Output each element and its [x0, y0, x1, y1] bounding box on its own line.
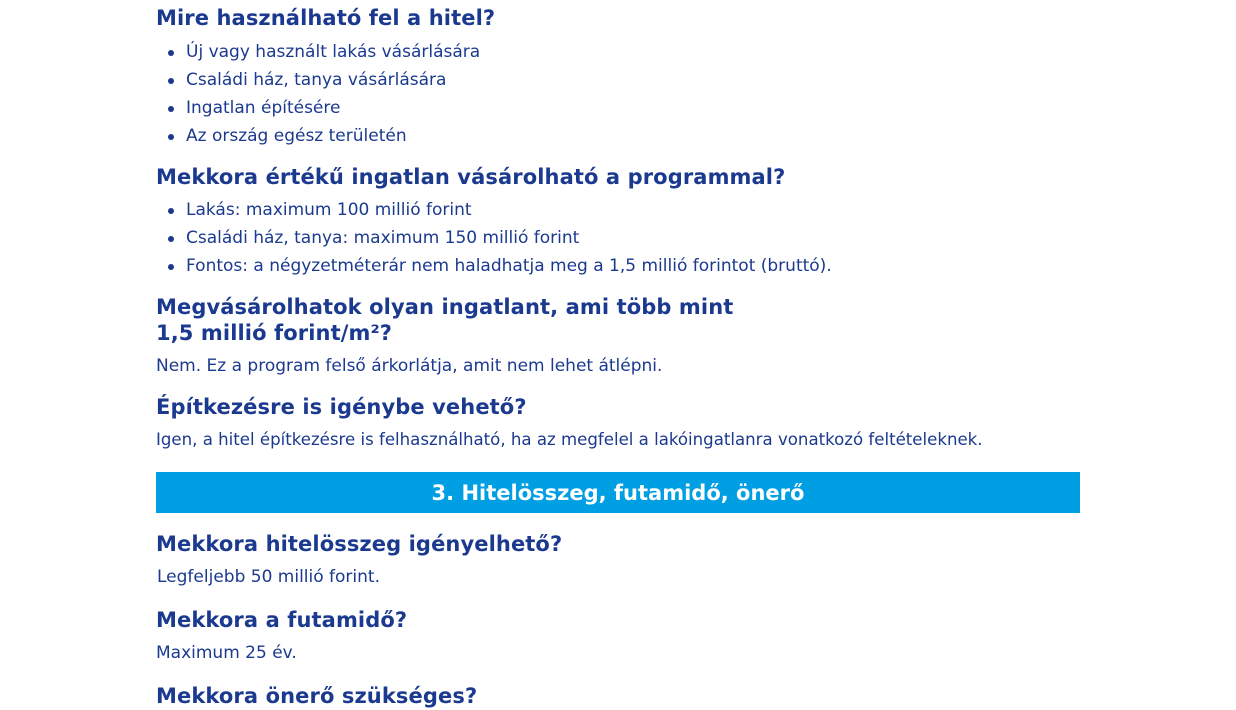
list-item: Fontos: a négyzetméterár nem haladhatja meg a 1,5 millió forintot (bruttó). [156, 252, 1080, 280]
answer-construction: Igen, a hitel építkezésre is felhasználható, ha az megfelel a lakóingatlanra vonatkozó feltételeknek. [156, 430, 983, 449]
question-heading-price-limit [156, 294, 733, 346]
list-item: Új vagy használt lakás vásárlására [156, 38, 480, 66]
question-heading-line: Megvásárolhatok olyan ingatlant, ami több mint [156, 295, 734, 319]
usage-list [156, 38, 480, 150]
answer-term: Maximum 25 év. [156, 643, 297, 663]
question-heading-usage: Mire használható fel a hitel? [156, 6, 496, 30]
list-item: Ingatlan építésére [156, 94, 480, 122]
list-item: Családi ház, tanya vásárlására [156, 66, 480, 94]
question-heading-loan-amount: Mekkora hitelösszeg igényelhető? [156, 532, 563, 556]
question-heading-property-value: Mekkora értékű ingatlan vásárolható a programmal? [156, 165, 786, 189]
question-heading-line: 1,5 millió forint/m²? [156, 321, 393, 345]
property-value-list [156, 196, 1080, 280]
question-heading-down-payment: Mekkora önerő szükséges? [156, 684, 478, 708]
list-item: Lakás: maximum 100 millió forint [156, 196, 1080, 224]
answer-price-limit: Nem. Ez a program felső árkorlátja, amit nem lehet átlépni. [156, 356, 663, 376]
section-banner-title: 3. Hitelösszeg, futamidő, önerő [431, 480, 805, 505]
list-item: Családi ház, tanya: maximum 150 millió forint [156, 224, 1080, 252]
section-banner [156, 472, 1080, 513]
list-item: Az ország egész területén [156, 122, 480, 150]
answer-loan-amount: Legfeljebb 50 millió forint. [157, 567, 380, 587]
question-heading-term: Mekkora a futamidő? [156, 608, 408, 632]
question-heading-construction: Építkezésre is igénybe vehető? [156, 395, 527, 419]
